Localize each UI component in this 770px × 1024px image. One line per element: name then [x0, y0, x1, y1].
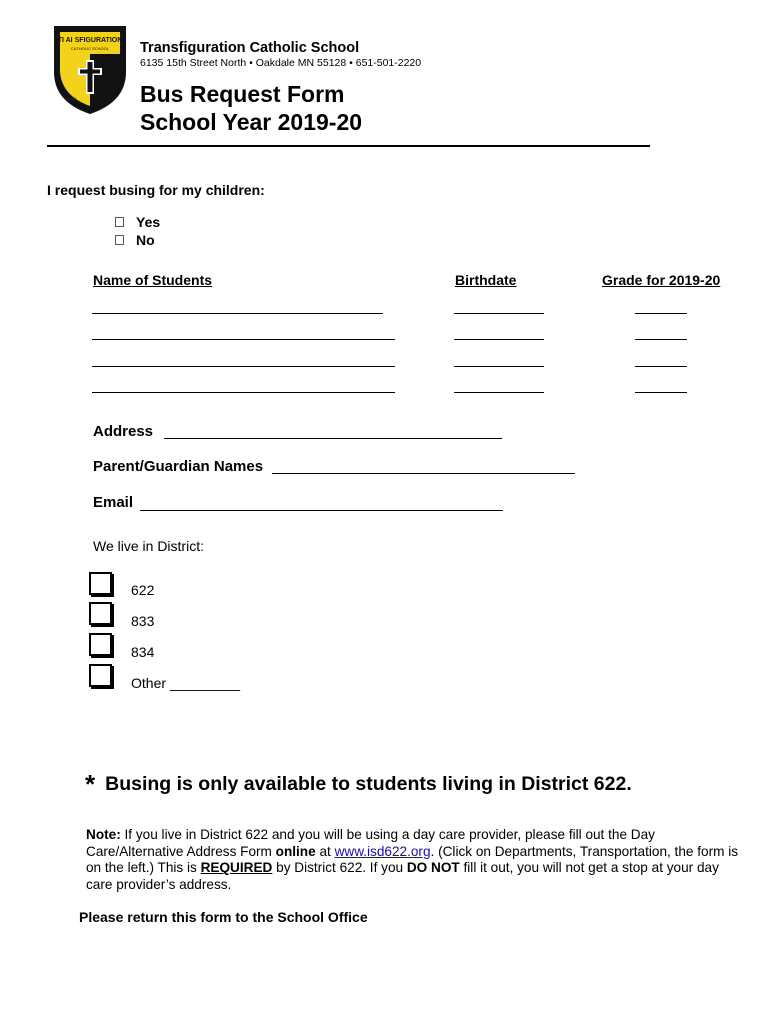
email-label: Email — [93, 494, 134, 511]
note-do-not: DO NOT — [406, 860, 460, 875]
note-online: online — [275, 843, 316, 859]
district-833-checkbox[interactable] — [89, 602, 112, 625]
school-address: 6135 15th Street North • Oakdale MN 55128 • 651-501-2220 — [140, 57, 422, 69]
birthdate-line-1[interactable] — [454, 313, 544, 314]
form-title-line1: Bus Request Form — [140, 81, 345, 107]
note-required: REQUIRED — [200, 860, 273, 875]
svg-text:CATHOLIC SCHOOL: CATHOLIC SCHOOL — [71, 46, 109, 51]
option-no[interactable] — [115, 232, 155, 248]
address-line[interactable] — [164, 438, 502, 439]
column-header-grade: Grade for 2019-20 — [602, 272, 721, 288]
grade-line-2[interactable] — [635, 339, 687, 340]
form-title — [140, 80, 362, 136]
yes-checkbox[interactable] — [115, 217, 124, 227]
yes-label: Yes — [136, 214, 161, 230]
form-title-line2: School Year 2019-20 — [140, 109, 363, 135]
grade-line-4[interactable] — [635, 392, 687, 393]
busing-request-prompt: I request busing for my children: — [47, 182, 265, 198]
email-line[interactable] — [140, 510, 503, 511]
birthdate-line-3[interactable] — [454, 366, 544, 367]
student-name-line-2[interactable] — [92, 339, 395, 340]
column-header-name: Name of Students — [93, 272, 213, 288]
district-other-checkbox[interactable] — [89, 664, 112, 687]
district-622-checkbox[interactable] — [89, 572, 112, 595]
student-name-line-4[interactable] — [92, 392, 395, 393]
district-website-link[interactable]: www.isd622.org — [334, 843, 431, 859]
note-label: Note: — [86, 827, 121, 842]
header-divider — [47, 145, 650, 147]
district-833-label: 833 — [131, 613, 155, 629]
note-paragraph: Note: If you live in District 622 and you will be using a day care provider, please fill out the Day Care/Alternative Address Form online at www.isd622.org. (Click on Departments, Transportation, the form is on the left.) This is REQUIRED by District 622. If you DO NOT fill it out, you will not get a stop at your day care provider’s address. — [86, 827, 739, 892]
district-prompt: We live in District: — [93, 538, 204, 554]
return-instruction: Please return this form to the School Office — [79, 909, 368, 925]
district-622-label: 622 — [131, 582, 155, 598]
birthdate-line-2[interactable] — [454, 339, 544, 340]
district-other-label: Other _________ — [131, 675, 240, 691]
svg-text:1953: 1953 — [67, 96, 77, 101]
option-yes[interactable] — [115, 214, 160, 230]
student-name-line-1[interactable] — [92, 313, 383, 314]
school-crest-logo — [50, 20, 130, 116]
grade-line-3[interactable] — [635, 366, 687, 367]
no-label: No — [136, 232, 155, 248]
svg-text:TI AI SFIGURATION: TI AI SFIGURATION — [57, 37, 123, 44]
busing-notice-text: Busing is only available to students living in District 622. — [105, 773, 632, 795]
school-name: Transfiguration Catholic School — [140, 40, 360, 56]
guardian-line[interactable] — [272, 473, 575, 474]
address-label: Address — [93, 423, 154, 440]
guardian-label: Parent/Guardian Names — [93, 458, 264, 475]
student-name-line-3[interactable] — [92, 366, 395, 367]
district-834-label: 834 — [131, 644, 155, 660]
grade-line-1[interactable] — [635, 313, 687, 314]
district-834-checkbox[interactable] — [89, 633, 112, 656]
busing-availability-notice — [85, 769, 632, 799]
asterisk-icon: * — [85, 769, 96, 799]
no-checkbox[interactable] — [115, 235, 124, 245]
column-header-birthdate: Birthdate — [455, 272, 517, 288]
birthdate-line-4[interactable] — [454, 392, 544, 393]
